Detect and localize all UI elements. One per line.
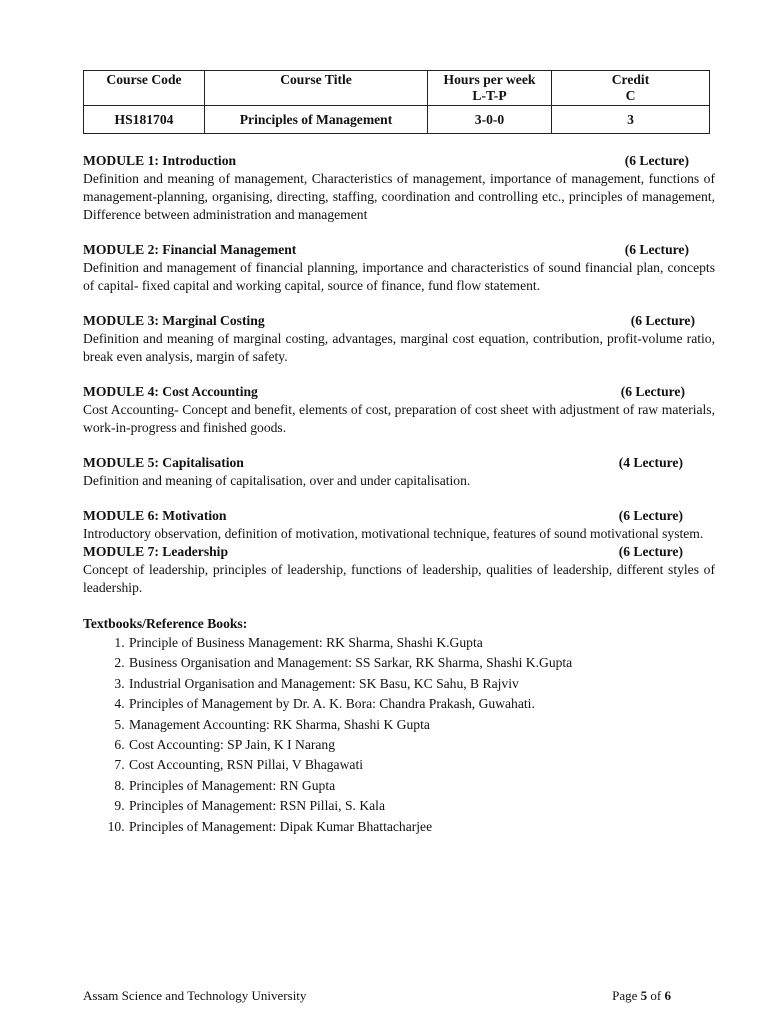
module-title: MODULE 1: Introduction	[83, 153, 237, 168]
textbooks-list	[83, 633, 715, 837]
module-title: MODULE 3: Marginal Costing	[83, 313, 265, 328]
module-lectures: (6 Lecture)	[620, 384, 685, 399]
cell-course-title: Principles of Management	[205, 106, 428, 134]
list-item: 7. Cost Accounting, RSN Pillai, V Bhagawati	[128, 755, 715, 775]
header-credit: Credit C	[552, 71, 710, 106]
module-title: MODULE 7: Leadership	[83, 544, 229, 559]
textbooks-heading: Textbooks/Reference Books:	[83, 616, 248, 631]
footer-university: Assam Science and Technology University	[83, 988, 307, 1003]
module-title: MODULE 4: Cost Accounting	[83, 384, 258, 399]
cell-hours: 3-0-0	[428, 106, 552, 134]
module-4	[83, 383, 715, 437]
total-pages: 6	[664, 988, 671, 1003]
module-heading	[83, 507, 715, 525]
module-lectures: (6 Lecture)	[624, 242, 689, 257]
list-item: 5. Management Accounting: RK Sharma, Shashi K Gupta	[128, 715, 715, 735]
course-table	[83, 70, 710, 134]
header-course-title: Course Title	[205, 71, 428, 106]
page-of-label: of	[650, 988, 662, 1003]
module-lectures: (6 Lecture)	[618, 544, 683, 559]
list-item: 3. Industrial Organisation and Management: SK Basu, KC Sahu, B Rajviv	[128, 674, 715, 694]
list-item: 2. Business Organisation and Management: SS Sarkar, RK Sharma, Shashi K.Gupta	[128, 653, 715, 673]
module-7	[83, 543, 715, 597]
module-description: Definition and meaning of capitalisation, over and under capitalisation.	[83, 473, 471, 488]
module-lectures: (6 Lecture)	[630, 313, 695, 328]
module-description: Concept of leadership, principles of leadership, functions of leadership, qualities of leadership, different styles of leadership.	[83, 562, 715, 595]
module-heading	[83, 152, 715, 170]
module-heading	[83, 543, 715, 561]
module-description: Definition and meaning of marginal costing, advantages, marginal cost equation, contribution, profit-volume ratio, break even analysis, margin of safety.	[83, 331, 715, 364]
module-5	[83, 454, 715, 490]
module-lectures: (4 Lecture)	[618, 455, 683, 470]
module-2	[83, 241, 715, 295]
footer-page-number	[612, 988, 671, 1004]
module-1	[83, 152, 715, 224]
course-table-header-row	[84, 71, 710, 106]
module-title: MODULE 6: Motivation	[83, 508, 227, 523]
current-page: 5	[640, 988, 648, 1003]
list-item: 6. Cost Accounting: SP Jain, K I Narang	[128, 735, 715, 755]
module-description: Definition and meaning of management, Characteristics of management, importance of management, functions of management-planning, organising, directing, staffing, coordination and controlling etc., principles of management, Difference between administration and management	[83, 171, 715, 222]
list-item: 8. Principles of Management: RN Gupta	[128, 776, 715, 796]
module-heading	[83, 454, 715, 472]
module-heading	[83, 241, 715, 259]
module-description: Introductory observation, definition of motivation, motivational technique, features of sound motivational system.	[83, 526, 704, 541]
list-item: 10. Principles of Management: Dipak Kumar Bhattacharjee	[128, 817, 715, 837]
module-3	[83, 312, 715, 366]
course-content	[83, 152, 715, 837]
module-heading	[83, 383, 715, 401]
module-lectures: (6 Lecture)	[618, 508, 683, 523]
cell-course-code: HS181704	[84, 106, 205, 134]
list-item: 9. Principles of Management: RSN Pillai, S. Kala	[128, 796, 715, 816]
module-6	[83, 507, 715, 543]
module-description: Definition and management of financial planning, importance and characteristics of sound financial plan, concepts of capital- fixed capital and working capital, source of finance, fund flow statement.	[83, 260, 715, 293]
module-heading	[83, 312, 715, 330]
module-lectures: (6 Lecture)	[624, 153, 689, 168]
page-label: Page	[612, 988, 638, 1003]
list-item: 4. Principles of Management by Dr. A. K. Bora: Chandra Prakash, Guwahati.	[128, 694, 715, 714]
course-table-row	[84, 106, 710, 134]
header-course-code: Course Code	[84, 71, 205, 106]
list-item: 1. Principle of Business Management: RK Sharma, Shashi K.Gupta	[128, 633, 715, 653]
module-title: MODULE 5: Capitalisation	[83, 455, 244, 470]
module-description: Cost Accounting- Concept and benefit, elements of cost, preparation of cost sheet with adjustment of raw materials, work-in-progress and finished goods.	[83, 402, 715, 435]
module-title: MODULE 2: Financial Management	[83, 242, 297, 257]
header-hours-per-week: Hours per week L-T-P	[428, 71, 552, 106]
cell-credit: 3	[552, 106, 710, 134]
